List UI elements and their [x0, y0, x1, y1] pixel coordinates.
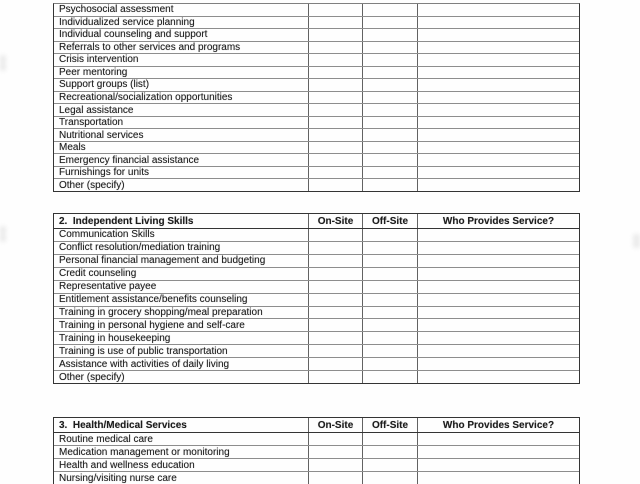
off-site-cell [363, 4, 418, 16]
who-provides-cell [418, 319, 579, 331]
service-label-cell: Transportation [54, 117, 309, 129]
service-label-cell: Representative payee [54, 281, 309, 293]
column-header-on-site: On-Site [309, 418, 363, 432]
service-label-cell: Training in personal hygiene and self-care [54, 319, 309, 331]
service-label-cell: Legal assistance [54, 104, 309, 116]
off-site-cell [363, 371, 418, 383]
who-provides-cell [418, 67, 579, 79]
who-provides-cell [418, 358, 579, 370]
table-row [54, 167, 579, 180]
off-site-cell [363, 29, 418, 41]
table-row [54, 268, 579, 281]
who-provides-cell [418, 179, 579, 191]
table-row [54, 104, 579, 117]
service-label-cell: Training in housekeeping [54, 332, 309, 344]
column-header-who-provides-service?: Who Provides Service? [442, 215, 555, 227]
who-provides-cell [418, 446, 579, 458]
who-provides-cell [418, 4, 579, 16]
on-site-cell [309, 255, 363, 267]
service-label-cell: Individualized service planning [54, 17, 309, 29]
section-title: 3. Health/Medical Services [54, 418, 309, 432]
off-site-cell [363, 42, 418, 54]
on-site-cell [309, 229, 363, 241]
on-site-cell [309, 319, 363, 331]
off-site-cell [363, 54, 418, 66]
service-label-cell: Individual counseling and support [54, 29, 309, 41]
on-site-cell [309, 268, 363, 280]
service-label-cell: Assistance with activities of daily living [54, 358, 309, 370]
off-site-cell [363, 332, 418, 344]
table-row [54, 179, 579, 191]
service-label-cell: Other (specify) [54, 179, 309, 191]
who-provides-cell [418, 167, 579, 179]
off-site-cell [363, 117, 418, 129]
on-site-cell [309, 17, 363, 29]
off-site-cell [363, 294, 418, 306]
service-label-cell: Training in grocery shopping/meal preparation [54, 307, 309, 319]
on-site-cell [309, 92, 363, 104]
service-label-cell: Health and wellness education [54, 459, 309, 471]
who-provides-cell [418, 294, 579, 306]
section-title: 2. Independent Living Skills [54, 214, 309, 228]
who-provides-cell [418, 345, 579, 357]
service-label-cell: Emergency financial assistance [54, 154, 309, 166]
table-row [54, 371, 579, 383]
service-label-cell: Peer mentoring [54, 67, 309, 79]
on-site-cell [309, 371, 363, 383]
on-site-cell [309, 459, 363, 471]
who-provides-cell [418, 142, 579, 154]
who-provides-cell [418, 268, 579, 280]
who-provides-cell [418, 433, 579, 445]
column-header-who-provides-service?: Who Provides Service? [442, 419, 555, 431]
table-row [54, 433, 579, 446]
who-provides-cell [418, 54, 579, 66]
off-site-cell [363, 17, 418, 29]
off-site-cell [363, 142, 418, 154]
off-site-cell [363, 433, 418, 445]
who-provides-cell [418, 117, 579, 129]
table-row [54, 117, 579, 130]
table-row [54, 79, 579, 92]
who-provides-cell [418, 129, 579, 141]
table-row [54, 92, 579, 105]
table-row [54, 255, 579, 268]
table-header-row [54, 418, 579, 433]
off-site-cell [363, 129, 418, 141]
on-site-cell [309, 29, 363, 41]
table-row [54, 4, 579, 17]
service-label-cell: Nursing/visiting nurse care [54, 472, 309, 484]
off-site-cell [363, 268, 418, 280]
off-site-cell [363, 345, 418, 357]
who-provides-cell [418, 92, 579, 104]
service-label-cell: Entitlement assistance/benefits counseling [54, 294, 309, 306]
off-site-cell [363, 319, 418, 331]
off-site-cell [363, 67, 418, 79]
table-row [54, 459, 579, 472]
off-site-cell [363, 472, 418, 484]
off-site-cell [363, 358, 418, 370]
service-label-cell: Credit counseling [54, 268, 309, 280]
table-row [54, 446, 579, 459]
table-row [54, 319, 579, 332]
off-site-cell [363, 459, 418, 471]
on-site-cell [309, 67, 363, 79]
table-row [54, 154, 579, 167]
who-provides-cell [418, 459, 579, 471]
on-site-cell [309, 4, 363, 16]
who-provides-cell [418, 307, 579, 319]
off-site-cell [363, 281, 418, 293]
who-provides-cell [418, 472, 579, 484]
on-site-cell [309, 281, 363, 293]
on-site-cell [309, 358, 363, 370]
service-label-cell: Communication Skills [54, 229, 309, 241]
services-table-continued [53, 3, 580, 192]
off-site-cell [363, 242, 418, 254]
service-label-cell: Nutritional services [54, 129, 309, 141]
table-row [54, 307, 579, 320]
service-label-cell: Training is use of public transportation [54, 345, 309, 357]
on-site-cell [309, 242, 363, 254]
table-header-row [54, 214, 579, 229]
column-header-off-site: Off-Site [363, 418, 418, 432]
on-site-cell [309, 332, 363, 344]
service-label-cell: Psychosocial assessment [54, 4, 309, 16]
table-row [54, 142, 579, 155]
off-site-cell [363, 255, 418, 267]
service-label-cell: Crisis intervention [54, 54, 309, 66]
who-provides-cell [418, 229, 579, 241]
service-label-cell: Furnishings for units [54, 167, 309, 179]
scan-artifact [0, 226, 6, 242]
service-label-cell: Support groups (list) [54, 79, 309, 91]
off-site-cell [363, 179, 418, 191]
who-provides-cell [418, 371, 579, 383]
on-site-cell [309, 129, 363, 141]
table-row [54, 67, 579, 80]
who-provides-cell [418, 17, 579, 29]
who-provides-cell [418, 281, 579, 293]
table-row [54, 17, 579, 30]
who-provides-cell [418, 154, 579, 166]
who-provides-cell [418, 255, 579, 267]
on-site-cell [309, 345, 363, 357]
who-provides-cell [418, 79, 579, 91]
column-header-on-site: On-Site [309, 214, 363, 228]
on-site-cell [309, 433, 363, 445]
who-provides-cell [418, 242, 579, 254]
service-label-cell: Recreational/socialization opportunities [54, 92, 309, 104]
on-site-cell [309, 142, 363, 154]
scan-artifact [633, 234, 640, 248]
table-row [54, 242, 579, 255]
table-row [54, 345, 579, 358]
on-site-cell [309, 79, 363, 91]
service-label-cell: Referrals to other services and programs [54, 42, 309, 54]
off-site-cell [363, 446, 418, 458]
on-site-cell [309, 54, 363, 66]
service-label-cell: Personal financial management and budgeting [54, 255, 309, 267]
off-site-cell [363, 79, 418, 91]
who-provides-cell [418, 42, 579, 54]
table-row [54, 29, 579, 42]
on-site-cell [309, 42, 363, 54]
on-site-cell [309, 117, 363, 129]
off-site-cell [363, 307, 418, 319]
on-site-cell [309, 294, 363, 306]
column-header-off-site: Off-Site [363, 214, 418, 228]
off-site-cell [363, 229, 418, 241]
on-site-cell [309, 179, 363, 191]
health-medical-services-table [53, 417, 580, 484]
table-row [54, 332, 579, 345]
independent-living-skills-table [53, 213, 580, 384]
who-provides-cell [418, 332, 579, 344]
service-label-cell: Meals [54, 142, 309, 154]
service-label-cell: Routine medical care [54, 433, 309, 445]
table-row [54, 42, 579, 55]
table-row [54, 294, 579, 307]
off-site-cell [363, 92, 418, 104]
on-site-cell [309, 167, 363, 179]
table-row [54, 472, 579, 484]
service-label-cell: Medication management or monitoring [54, 446, 309, 458]
off-site-cell [363, 154, 418, 166]
on-site-cell [309, 472, 363, 484]
on-site-cell [309, 154, 363, 166]
service-label-cell: Other (specify) [54, 371, 309, 383]
who-provides-cell [418, 104, 579, 116]
off-site-cell [363, 167, 418, 179]
on-site-cell [309, 307, 363, 319]
table-row [54, 281, 579, 294]
table-row [54, 358, 579, 371]
off-site-cell [363, 104, 418, 116]
table-row [54, 229, 579, 242]
who-provides-cell [418, 29, 579, 41]
table-row [54, 129, 579, 142]
scan-artifact [0, 55, 6, 71]
service-label-cell: Conflict resolution/mediation training [54, 242, 309, 254]
on-site-cell [309, 446, 363, 458]
table-row [54, 54, 579, 67]
on-site-cell [309, 104, 363, 116]
